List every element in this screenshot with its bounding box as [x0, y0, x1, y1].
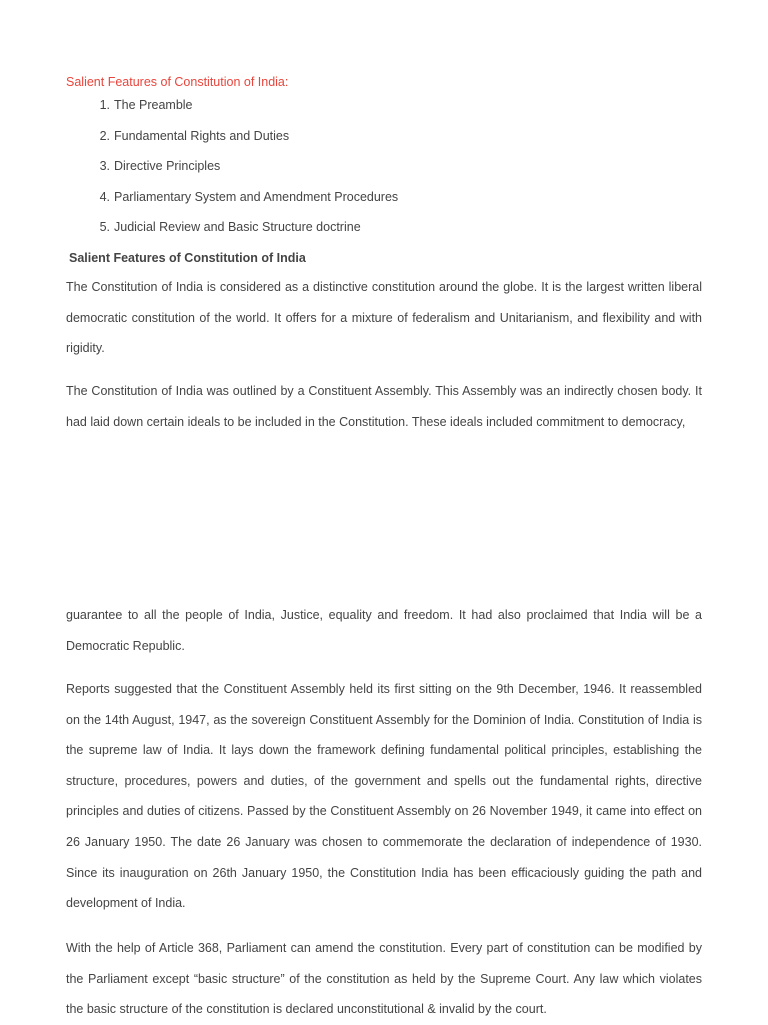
list-item-text: Directive Principles — [114, 159, 221, 174]
list-item-text: Judicial Review and Basic Structure doctrine — [114, 220, 361, 235]
paragraph-constituent-assembly: The Constitution of India was outlined by a Constituent Assembly. This Assembly was an indirectly chosen body. It had laid down certain ideals to be included in the Constitution. These ideals included commitment to democracy, — [66, 384, 702, 429]
list-item-number: 1. — [99, 98, 110, 112]
list-item — [66, 189, 398, 220]
list-item — [66, 219, 398, 250]
paragraph-democratic-republic: guarantee to all the people of India, Justice, equality and freedom. It had also proclaimed that India will be a Democratic Republic. — [66, 608, 702, 653]
paragraph-intro: The Constitution of India is considered as a distinctive constitution around the globe. It is the largest written liberal democratic constitution of the world. It offers for a mixture of federalism and Unitarianism, and flexibility and with rigidity. — [66, 280, 702, 356]
list-item-text: The Preamble — [114, 98, 193, 112]
list-item-number: 5. — [99, 220, 110, 235]
section-heading: Salient Features of Constitution of India — [69, 251, 306, 265]
list-item-number: 2. — [99, 128, 110, 143]
list-item — [66, 158, 398, 189]
list-item — [66, 97, 398, 128]
list-item — [66, 128, 398, 159]
list-item-number: 4. — [99, 189, 110, 204]
list-item-text: Fundamental Rights and Duties — [114, 128, 290, 143]
list-item-number: 3. — [99, 159, 110, 174]
paragraph-amendment: With the help of Article 368, Parliament can amend the constitution. Every part of constitution can be modified by the Parliament except “basic structure” of the constitution as held by the Supreme Court. Any law which violates the basic structure of the constitution is declared unconstitutional & invalid by the court. — [66, 941, 702, 1017]
paragraph-history: Reports suggested that the Constituent Assembly held its first sitting on the 9th December, 1946. It reassembled on the 14th August, 1947, as the sovereign Constituent Assembly for the Dominion of India. Constitution of India is the supreme law of India. It lays down the framework defining fundamental political principles, establishing the structure, procedures, powers and duties, of the government and spells out the fundamental rights, directive principles and duties of citizens. Passed by the Constituent Assembly on 26 November 1949, it came into effect on 26 January 1950. The date 26 January was chosen to commemorate the declaration of independence of 1930. Since its inauguration on 26th January 1950, the Constitution India has been efficaciously guiding the path and development of India. — [66, 682, 702, 911]
page-title: Salient Features of Constitution of India: — [66, 75, 289, 89]
list-item-text: Parliamentary System and Amendment Procedures — [114, 189, 399, 204]
features-list — [66, 97, 398, 250]
